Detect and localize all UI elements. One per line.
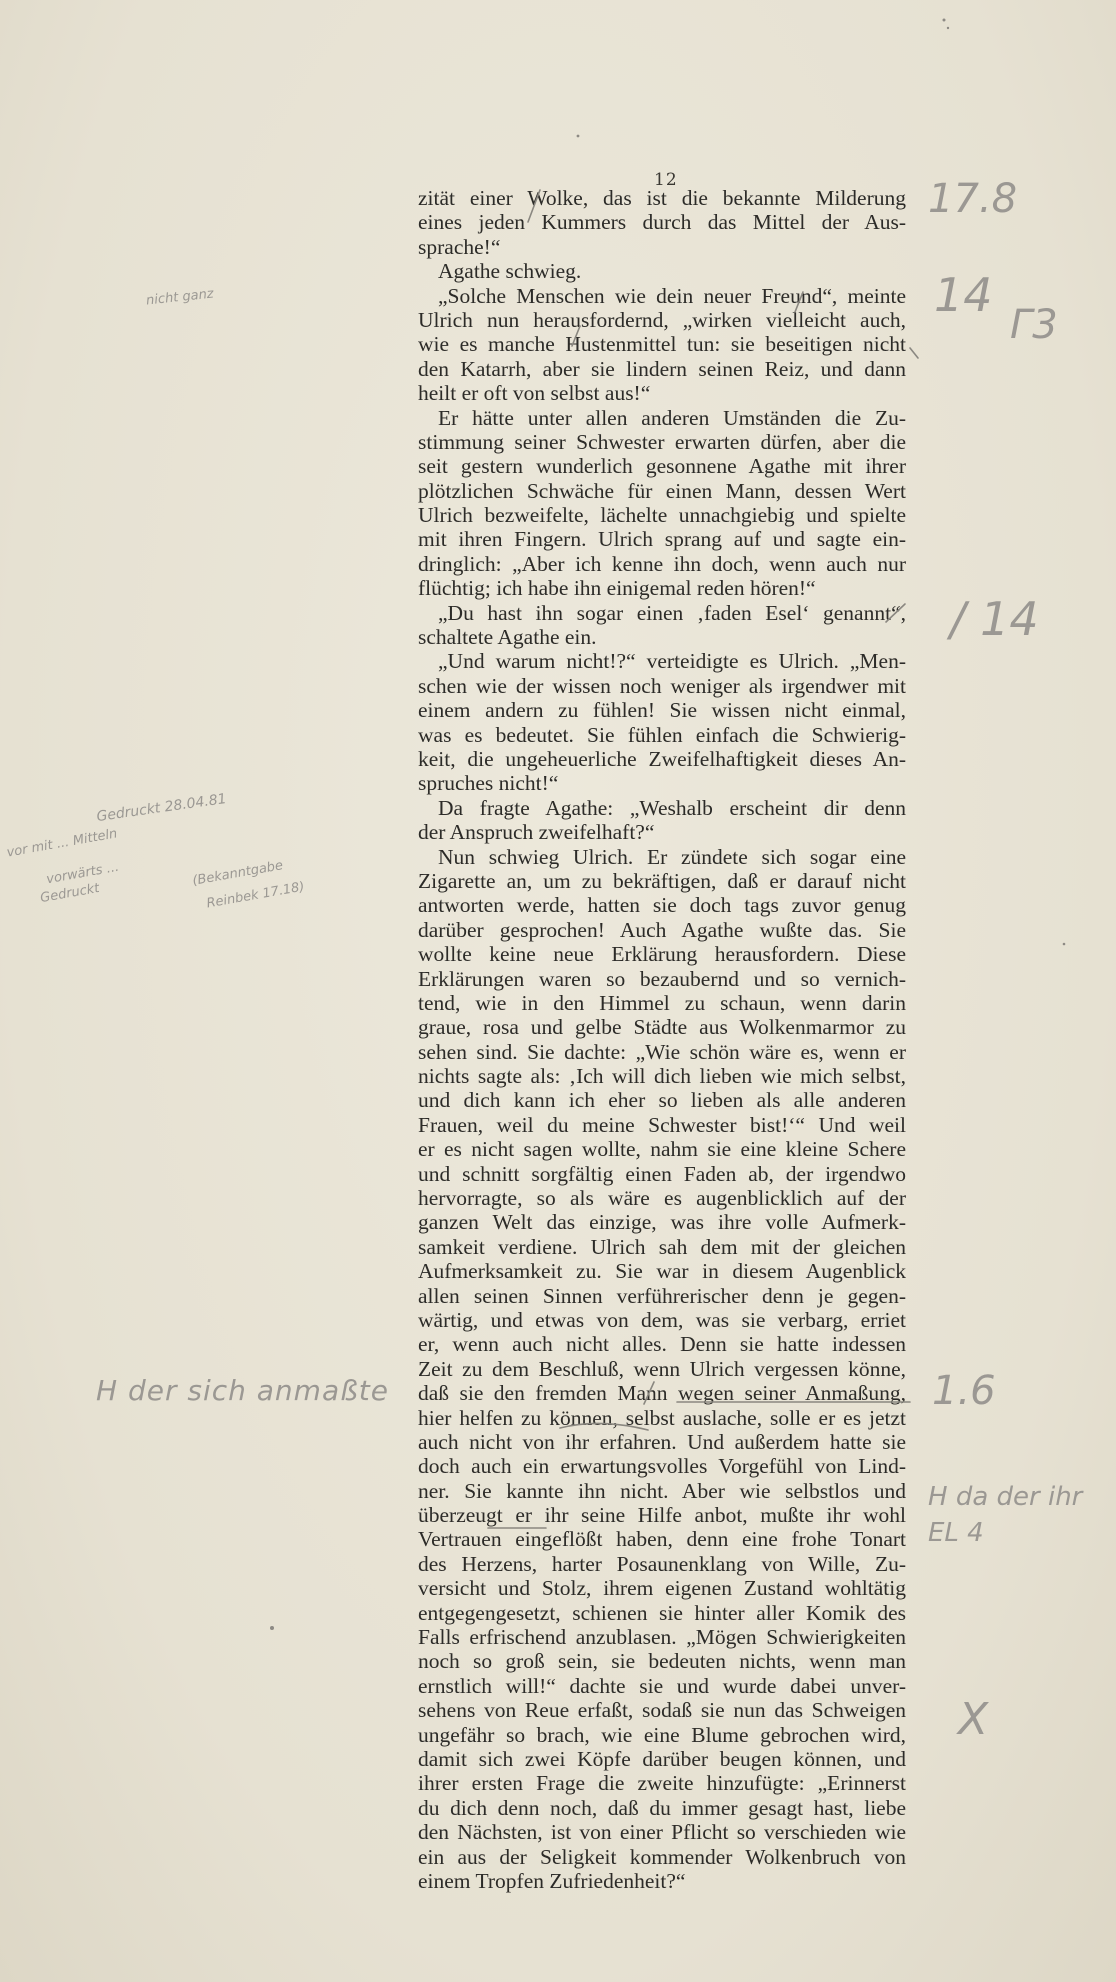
circle-mark xyxy=(560,1423,648,1430)
text-line: graue, rosa und gelbe Städte aus Wolkenmarmor zu xyxy=(418,1015,906,1040)
text-line: spruches nicht!“ xyxy=(418,771,559,796)
text-line: überzeugt er ihr seine Hilfe anbot, mußte ihr wohl xyxy=(418,1503,906,1528)
annotation-right-4: / 14 xyxy=(950,592,1039,646)
slash-mark xyxy=(572,326,580,346)
text-line: ein aus der Seligkeit kommender Wolkenbruch von xyxy=(418,1844,906,1869)
slash-mark xyxy=(644,1382,654,1404)
text-line: wollte keine neue Erklärung herausfordern. Diese xyxy=(418,942,906,967)
text-line: sehen sind. Sie dachte: „Wie schön wäre es, wenn er xyxy=(418,1039,906,1064)
text-line: nichts sagte als: ‚Ich will dich lieben wie mich selbst, xyxy=(418,1064,906,1089)
text-line: der Anspruch zweifelhaft?“ xyxy=(418,820,655,845)
slash-mark xyxy=(795,292,803,312)
text-line: und schnitt sorgfältig einen Faden ab, der irgendwo xyxy=(418,1161,906,1186)
text-line: Falls erfrischend anzublasen. „Mögen Schwierigkeiten xyxy=(418,1625,906,1650)
annotation-right-5: 1.6 xyxy=(932,1368,996,1414)
text-line: wärtig, und etwas von dem, was sie verbarg, erriet xyxy=(418,1307,906,1332)
text-line: den Katarrh, aber sie lindern seinen Reiz, und dann xyxy=(418,356,906,381)
annotation-left-3: vorwärts ... xyxy=(45,859,121,888)
annotation-right-8: X xyxy=(958,1694,989,1745)
text-line: Zigarette an, um zu bekräftigen, daß er darauf nicht xyxy=(418,868,906,893)
text-line: Vertrauen eingeflößt haben, denn eine frohe Tonart xyxy=(418,1527,906,1552)
annotation-right-3: Γ3 xyxy=(1010,302,1058,348)
text-line: heilt er oft von selbst aus!“ xyxy=(418,381,651,406)
annotation-left-6: Reinbek 17.18) xyxy=(205,879,306,912)
text-line: „Du hast ihn sogar einen ‚faden Esel‘ genannt“, xyxy=(438,600,906,625)
text-line: keit, die ungeheuerliche Zweifelhaftigkeit dieses An- xyxy=(418,746,906,771)
text-line: „Und warum nicht!?“ verteidigte es Ulrich. „Men- xyxy=(438,649,906,674)
text-line: Agathe schwieg. xyxy=(438,259,582,284)
text-line: antworten werde, hatten sie doch tags zuvor genug xyxy=(418,893,906,918)
text-line: Erklärungen waren so bezaubernd und so vernich- xyxy=(418,966,906,991)
text-line: Ulrich bezweifelte, lächelte unnachgiebig und spielte xyxy=(418,503,906,528)
text-line: des Herzens, harter Posaunenklang von Wille, Zu- xyxy=(418,1551,906,1576)
annotation-left-big: H der sich anmaßte xyxy=(96,1374,389,1407)
text-line: damit sich zwei Köpfe darüber beugen können, und xyxy=(418,1747,906,1771)
text-line: hier helfen zu können, selbst auslache, solle er es jetzt xyxy=(418,1405,906,1430)
tick-mark xyxy=(910,348,918,358)
text-line: wie es manche Hustenmittel tun: sie beseitigen nicht xyxy=(418,332,906,357)
text-line: einem andern zu fühlen! Sie wissen nicht einmal, xyxy=(418,698,906,723)
text-line: zität einer Wolke, das ist die bekannte Milderung xyxy=(418,186,906,210)
text-line: ihrer ersten Frage die zweite hinzufügte: „Erinnerst xyxy=(418,1771,906,1796)
text-line: ganzen Welt das einzige, was ihre volle Aufmerk- xyxy=(418,1210,906,1235)
annotation-left-small: nicht ganz xyxy=(145,286,215,309)
page-number: 12 xyxy=(654,170,678,190)
annotation-left-4: Gedruckt xyxy=(39,880,101,907)
text-line: schaltete Agathe ein. xyxy=(418,625,597,650)
text-line: eines jeden Kummers durch das Mittel der Aus- xyxy=(418,210,906,235)
text-line: sprache!“ xyxy=(418,234,501,259)
text-line: doch auch ein erwartungsvolles Vorgefühl von Lind- xyxy=(418,1454,906,1479)
text-line: daß sie den fremden Mann wegen seiner Anmaßung, xyxy=(418,1381,906,1406)
annotation-left-1: Gedruckt 28.04.81 xyxy=(95,790,228,826)
text-line: seit gestern wunderlich gesonnene Agathe mit ihrer xyxy=(418,454,906,479)
text-line: er es nicht sagen wollte, nahm sie eine kleine Schere xyxy=(418,1137,906,1162)
text-line: versicht und Stolz, ihrem eigenen Zustand wohltätig xyxy=(418,1576,906,1601)
text-line: einem Tropfen Zufriedenheit?“ xyxy=(418,1868,686,1893)
text-line: was es bedeutet. Sie fühlen einfach die Schwierig- xyxy=(418,722,906,747)
text-line: Nun schwieg Ulrich. Er zündete sich sogar eine xyxy=(438,844,906,869)
annotation-right-7: EL 4 xyxy=(928,1518,984,1548)
text-line: Er hätte unter allen anderen Umständen die Zu- xyxy=(438,405,906,430)
annotation-right-6: H da der ihr xyxy=(928,1482,1083,1512)
text-line: entgegengesetzt, schienen sie hinter aller Komik des xyxy=(418,1600,906,1625)
annotation-right-2: 14 xyxy=(934,268,993,322)
text-line: Ulrich nun herausfordernd, „wirken vielleicht auch, xyxy=(418,307,906,332)
text-line: schen wie der wissen noch weniger als irgendwer mit xyxy=(418,673,906,698)
annotation-left-5: (Bekanntgabe xyxy=(191,858,285,889)
text-line: Aufmerksamkeit zu. Sie war in diesem Augenblick xyxy=(418,1259,906,1284)
text-line: ernstlich will!“ dachte sie und wurde dabei unver- xyxy=(418,1673,906,1698)
slash-mark xyxy=(528,190,540,222)
text-line: Da fragte Agathe: „Weshalb erscheint dir denn xyxy=(438,795,906,820)
text-line: mit ihren Fingern. Ulrich sprang auf und sagte ein- xyxy=(418,527,906,552)
annotation-left-2: vor mit ... Mitteln xyxy=(5,826,119,861)
text-line: den Nächsten, ist von einer Pflicht so verschieden wie xyxy=(418,1820,906,1845)
text-line: er, wenn auch nicht alles. Denn sie hatte indessen xyxy=(418,1332,906,1357)
text-line: allen seinen Sinnen verführerischer denn je gegen- xyxy=(418,1283,906,1308)
text-line: auch nicht von ihr erfahren. Und außerdem hatte sie xyxy=(418,1429,906,1454)
text-line: und dich kann ich eher so lieben als alle anderen xyxy=(418,1088,906,1113)
slash-mark xyxy=(886,604,905,622)
text-line: tend, wie in den Himmel zu schaun, wenn darin xyxy=(418,990,906,1015)
text-line: hervorragte, so als wäre es augenblicklich auf der xyxy=(418,1186,906,1211)
text-line: darüber gesprochen! Auch Agathe wußte das. Sie xyxy=(418,917,906,942)
text-line: Zeit zu dem Beschluß, wenn Ulrich vergessen könne, xyxy=(418,1356,906,1381)
text-line: ungefähr so brach, wie eine Blume gebrochen wird, xyxy=(418,1722,906,1747)
text-line: dringlich: „Aber ich kenne ihn doch, wenn auch nur xyxy=(418,551,906,576)
text-line: stimmung seiner Schwester erwarten dürfen, aber die xyxy=(418,429,906,454)
text-line: sehens von Reue erfaßt, sodaß sie nun das Schweigen xyxy=(418,1698,906,1723)
text-line: du dich denn noch, daß du immer gesagt hast, liebe xyxy=(418,1795,906,1820)
text-line: Frauen, weil du meine Schwester bist!‘“ Und weil xyxy=(418,1112,906,1137)
text-line: flüchtig; ich habe ihn einigemal reden hören!“ xyxy=(418,576,816,601)
text-line: ner. Sie kannte ihn nicht. Aber wie selbstlos und xyxy=(418,1478,906,1503)
text-line: „Solche Menschen wie dein neuer Freund“, meinte xyxy=(438,283,906,308)
annotation-right-1: 17.8 xyxy=(928,176,1018,222)
text-line: plötzlichen Schwäche für einen Mann, dessen Wert xyxy=(418,478,906,503)
text-line: samkeit verdiene. Ulrich sah dem mit der gleichen xyxy=(418,1234,906,1259)
text-line: noch so groß sein, sie bedeuten nichts, wenn man xyxy=(418,1649,906,1674)
